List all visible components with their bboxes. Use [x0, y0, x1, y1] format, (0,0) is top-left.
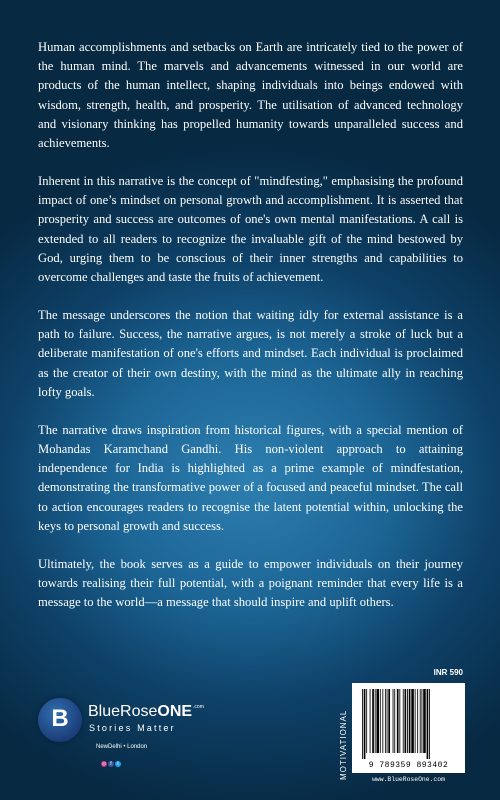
badge-letter: B: [51, 705, 69, 732]
publisher-tld: .com: [193, 704, 204, 710]
website-url: www.BlueRoseOne.com: [372, 776, 445, 783]
blurb-text: [38, 38, 463, 631]
price-label: INR 590: [433, 668, 463, 677]
isbn-number: 9 789359 893402: [368, 761, 449, 770]
blurb-paragraph: The narrative draws inspiration from historical figures, with a special mention of Mohandas Karamchand Gandhi. His non-violent approach to attaining independence for India is highlighted as a prime example of mindfestation, demonstrating the transformative power of a focused and peaceful mindset. The call to action encourages readers to recognise the latent potential within, unlocking the keys to personal growth and success.: [38, 422, 463, 533]
social-icons: [101, 755, 122, 773]
publisher-badge-icon: [38, 698, 82, 742]
blurb-paragraph: Ultimately, the book serves as a guide to empower individuals on their journey towards realising their full potential, with a poignant reminder that every life is a message to the world—a message that should inspire and uplift others.: [38, 556, 463, 610]
blurb-paragraph: The message underscores the notion that waiting idly for external assistance is a path to failure. Success, the narrative argues, is not merely a stroke of luck but a deliberate manifestation of one's efforts and mindset. Each individual is proclaimed as the creator of their own destiny, with the mind as the ultimate ally in reaching lofty goals.: [38, 308, 463, 399]
blurb-paragraph: Inherent in this narrative is the concept of "mindfesting," emphasising the profound impact of one’s mindset on personal growth and accomplishment. It is asserted that prosperity and success are outcomes of one's own mental manifestations. A call is extended to all readers to recognize the invaluable gift of the mind bestowed by God, urging them to be conscious of their inner strengths and capabilities to overcome challenges and taste the fruits of achievement.: [38, 174, 463, 285]
publisher-name: [88, 703, 204, 721]
facebook-icon: f: [108, 761, 114, 767]
blurb-paragraph: Human accomplishments and setbacks on Earth are intricately tied to the power of the human mind. The marvels and advancements witnessed in our world are products of the human intellect, shaping individuals into beings endowed with wisdom, strength, health, and prosperity. The utilisation of advanced technology and visionary thinking has propelled humanity towards unparalleled success and achievements.: [38, 40, 463, 151]
isbn-barcode: [352, 683, 465, 773]
publisher-locations: NewDelhi • London: [96, 744, 148, 750]
instagram-icon: ◎: [101, 761, 107, 768]
publisher-name-part1: BlueRose: [88, 703, 158, 720]
barcode-icon: [361, 689, 456, 759]
publisher-logo: [38, 695, 233, 767]
publisher-name-part2: ONE: [157, 703, 193, 720]
publisher-tagline: Stories Matter: [89, 723, 176, 733]
genre-label: MOTIVATIONAL: [339, 709, 348, 780]
twitter-icon: t: [115, 761, 121, 767]
